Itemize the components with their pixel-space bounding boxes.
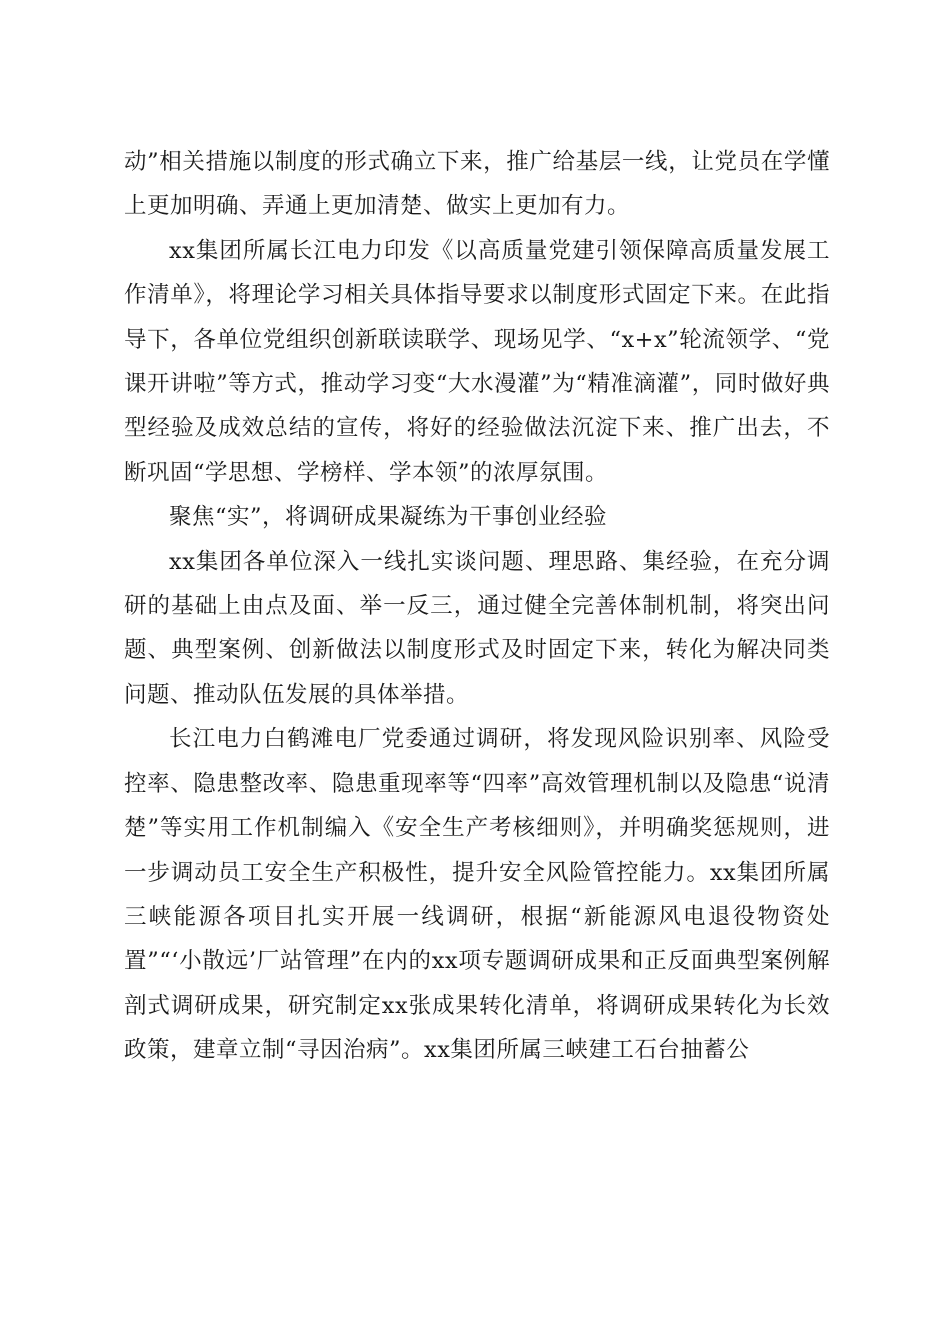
paragraph-2: xx集团所属长江电力印发《以高质量党建引领保障高质量发展工作清单》，将理论学习相关具体指导要求以制度形式固定下来。在此指导下，各单位党组织创新联读联学、现场见学、“x+x”轮流领学、“党课开讲啦”等方式，推动学习变“大水漫灌”为“精准滴灌”，同时做好典型经验及成效总结的宣传，将好的经验做法沉淀下来、推广出去，不断巩固“学思想、学榜样、学本领”的浓厚氛围。 [124,237,830,486]
paragraph-3: xx集团各单位深入一线扎实谈问题、理思路、集经验，在充分调研的基础上由点及面、举一反三，通过健全完善体制机制，将突出问题、典型案例、创新做法以制度形式及时固定下来，转化为解决同类问题、推动队伍发展的具体举措。 [124,548,830,708]
paragraph-4: 长江电力白鹤滩电厂党委通过调研，将发现风险识别率、风险受控率、隐患整改率、隐患重现率等“四率”高效管理机制以及隐患“说清楚”等实用工作机制编入《安全生产考核细则》，并明确奖惩规则，进一步调动员工安全生产积极性，提升安全风险管控能力。xx集团所属三峡能源各项目扎实开展一线调研，根据“新能源风电退役物资处置”“‘小散远’厂站管理”在内的xx项专题调研成果和正反面典型案例解剖式调研成果，研究制定xx张成果转化清单，将调研成果转化为长效政策，建章立制“寻因治病”。xx集团所属三峡建工石台抽蓄公 [124,726,830,1064]
section-heading: 聚焦“实”，将调研成果凝练为干事创业经验 [169,504,608,531]
paragraph-1: 动”相关措施以制度的形式确立下来，推广给基层一线，让党员在学懂上更加明确、弄通上更加清楚、做实上更加有力。 [124,149,830,220]
document-body [124,140,830,1073]
